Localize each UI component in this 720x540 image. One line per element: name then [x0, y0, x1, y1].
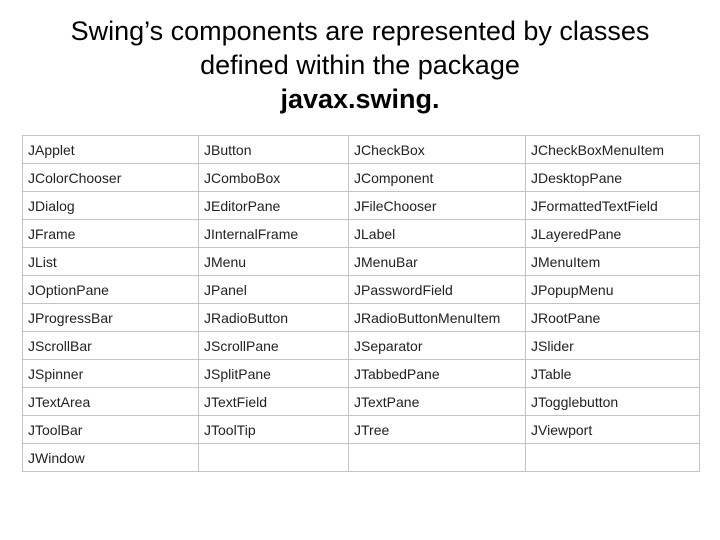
table-cell: JFormattedTextField [526, 192, 700, 220]
slide-title [0, 14, 720, 116]
table-cell: JCheckBox [349, 136, 526, 164]
table-row [23, 136, 700, 164]
table-cell: JApplet [23, 136, 199, 164]
table-cell: JMenuBar [349, 248, 526, 276]
table-cell: JDialog [23, 192, 199, 220]
table-cell: JPanel [199, 276, 349, 304]
table-cell: JComponent [349, 164, 526, 192]
table-row [23, 276, 700, 304]
title-line-2: defined within the package [200, 50, 520, 80]
table-row [23, 192, 700, 220]
table-cell: JProgressBar [23, 304, 199, 332]
table-cell: JTabbedPane [349, 360, 526, 388]
table-cell: JColorChooser [23, 164, 199, 192]
table-cell: JPopupMenu [526, 276, 700, 304]
table-cell: JTree [349, 416, 526, 444]
table-cell: JOptionPane [23, 276, 199, 304]
table-cell: JInternalFrame [199, 220, 349, 248]
table-cell: JPasswordField [349, 276, 526, 304]
table-cell: JTextField [199, 388, 349, 416]
table-cell: JToolBar [23, 416, 199, 444]
table-cell: JMenu [199, 248, 349, 276]
table-cell [199, 444, 349, 472]
table-cell: JDesktopPane [526, 164, 700, 192]
table-cell: JList [23, 248, 199, 276]
table-cell: JToolTip [199, 416, 349, 444]
table-cell: JSlider [526, 332, 700, 360]
table-cell: JEditorPane [199, 192, 349, 220]
table-cell: JCheckBoxMenuItem [526, 136, 700, 164]
table-row [23, 164, 700, 192]
table-cell: JComboBox [199, 164, 349, 192]
table-cell: JMenuItem [526, 248, 700, 276]
table-cell: JLayeredPane [526, 220, 700, 248]
table-row [23, 220, 700, 248]
table-cell: JTogglebutton [526, 388, 700, 416]
table-row [23, 248, 700, 276]
table-cell: JSpinner [23, 360, 199, 388]
table-row [23, 444, 700, 472]
table-row [23, 360, 700, 388]
table-cell: JFrame [23, 220, 199, 248]
table-cell: JSeparator [349, 332, 526, 360]
table-cell: JScrollPane [199, 332, 349, 360]
table-cell: JRadioButton [199, 304, 349, 332]
table-row [23, 304, 700, 332]
table-cell [526, 444, 700, 472]
table-cell: JTable [526, 360, 700, 388]
table-row [23, 388, 700, 416]
table-cell [349, 444, 526, 472]
table-cell: JScrollBar [23, 332, 199, 360]
table-cell: JRadioButtonMenuItem [349, 304, 526, 332]
table-cell: JTextArea [23, 388, 199, 416]
table-row [23, 332, 700, 360]
swing-components-table [22, 135, 700, 472]
table-cell: JViewport [526, 416, 700, 444]
title-line-1: Swing’s components are represented by classes [70, 16, 650, 46]
table-body [23, 136, 700, 472]
table-cell: JRootPane [526, 304, 700, 332]
table-cell: JWindow [23, 444, 199, 472]
table-row [23, 416, 700, 444]
title-package-name: javax.swing. [280, 84, 440, 114]
table-cell: JTextPane [349, 388, 526, 416]
table-cell: JButton [199, 136, 349, 164]
table-cell: JFileChooser [349, 192, 526, 220]
table-cell: JLabel [349, 220, 526, 248]
table-cell: JSplitPane [199, 360, 349, 388]
